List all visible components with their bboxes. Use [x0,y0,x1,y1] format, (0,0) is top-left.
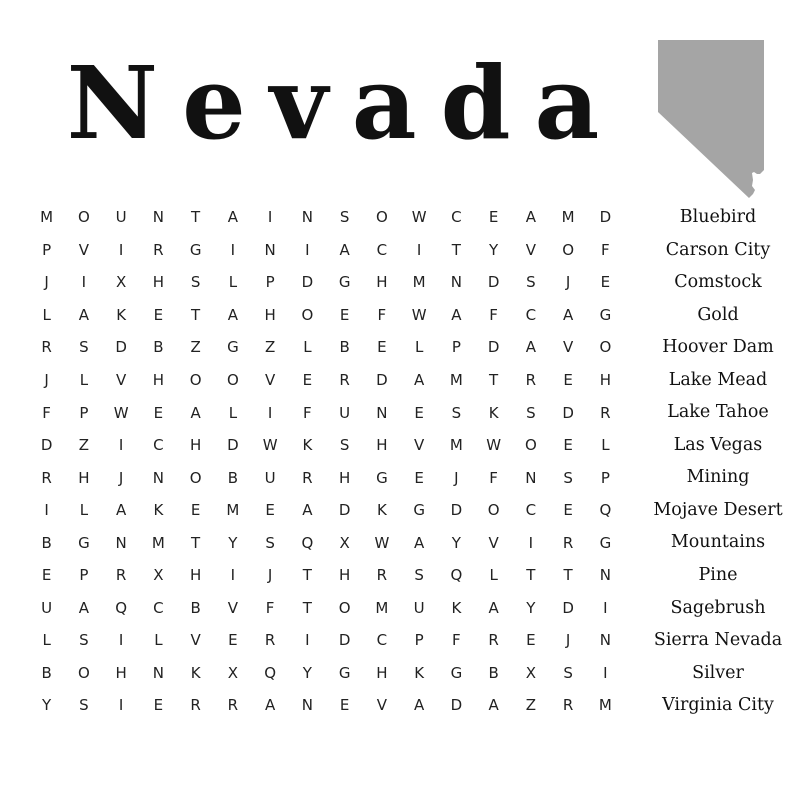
grid-cell[interactable]: J [565,273,571,292]
grid-cell[interactable]: N [152,208,164,227]
grid-cell[interactable]: H [152,371,165,389]
grid-cell[interactable]: G [599,305,612,324]
grid-cell[interactable]: A [562,305,574,324]
grid-cell[interactable]: L [228,403,238,422]
grid-cell[interactable]: A [227,305,238,324]
grid-cell[interactable]: F [489,305,498,324]
grid-cell[interactable]: W [374,533,390,552]
grid-cell[interactable]: D [338,501,351,520]
grid-cell[interactable]: Q [301,533,314,552]
grid-cell[interactable]: E [414,468,424,487]
grid-cell[interactable]: M [226,501,240,520]
grid-cell[interactable]: M [151,533,165,552]
word-list-item: Las Vegas [673,434,763,455]
page-title: Nevada [66,44,624,162]
grid-cell[interactable]: I [305,631,310,650]
grid-cell[interactable]: T [526,566,536,585]
grid-cell[interactable]: H [376,273,388,292]
grid-cell[interactable]: T [489,371,499,389]
grid-cell[interactable]: G [227,338,239,357]
grid-cell[interactable]: E [563,501,573,520]
grid-cell[interactable]: H [338,468,351,487]
grid-cell[interactable]: D [487,273,500,292]
grid-cell[interactable]: L [228,273,238,292]
grid-cell[interactable]: A [339,240,350,259]
grid-cell[interactable]: S [563,663,573,682]
grid-cell[interactable]: B [488,663,499,682]
grid-cell[interactable]: Q [450,566,463,585]
grid-cell[interactable]: A [488,598,499,617]
grid-cell[interactable]: A [488,696,499,715]
grid-cell[interactable]: M [40,208,54,227]
grid-cell[interactable]: R [562,696,574,715]
grid-cell[interactable]: G [413,501,425,520]
grid-cell[interactable]: Y [489,240,499,259]
grid-cell[interactable]: J [267,566,273,585]
grid-cell[interactable]: K [488,403,499,422]
grid-cell[interactable]: U [264,468,276,487]
grid-cell[interactable]: V [115,371,127,389]
grid-cell[interactable]: E [153,403,164,422]
grid-cell[interactable]: F [42,403,51,422]
grid-cell[interactable]: G [450,663,463,682]
grid-cell[interactable]: F [601,240,610,259]
grid-cell[interactable]: B [153,338,164,357]
grid-cell[interactable]: Z [525,696,537,715]
grid-cell[interactable]: A [190,403,201,422]
grid-cell[interactable]: L [42,631,51,650]
grid-cell[interactable]: D [562,403,574,422]
grid-cell[interactable]: G [376,468,388,487]
grid-cell[interactable]: R [227,696,239,715]
grid-cell[interactable]: R [115,566,127,585]
grid-cell[interactable]: Q [264,663,277,682]
grid-cell[interactable]: L [79,501,89,520]
grid-cell[interactable]: U [413,598,425,617]
grid-cell[interactable]: W [486,436,502,455]
grid-cell[interactable]: I [118,696,124,715]
grid-cell[interactable]: B [41,663,52,682]
grid-cell[interactable]: P [414,631,424,650]
grid-cell[interactable]: G [599,533,612,552]
grid-cell[interactable]: A [413,371,425,389]
grid-cell[interactable]: R [562,533,574,552]
word-list-item: Sierra Nevada [653,630,783,651]
grid-cell[interactable]: I [603,598,608,617]
grid-cell[interactable]: V [190,631,201,650]
grid-cell[interactable]: X [115,273,127,292]
grid-cell[interactable]: F [265,598,275,617]
grid-cell[interactable]: M [561,208,575,227]
grid-cell[interactable]: A [302,501,313,520]
grid-cell[interactable]: S [526,403,536,422]
grid-cell[interactable]: S [79,338,89,357]
grid-cell[interactable]: G [78,533,90,552]
grid-cell[interactable]: O [375,208,388,227]
grid-cell[interactable]: L [601,436,610,455]
grid-cell[interactable]: O [599,338,612,357]
grid-cell[interactable]: N [599,566,611,585]
grid-cell[interactable]: K [116,305,127,324]
word-list-item: Bluebird [679,207,757,227]
grid-cell[interactable]: R [600,403,611,422]
word-list-item: Mojave Desert [653,499,783,520]
grid-cell[interactable]: W [113,403,129,422]
grid-cell[interactable]: S [79,631,89,650]
grid-cell[interactable]: R [264,631,276,650]
grid-cell[interactable]: N [264,240,276,259]
word-list-item: Lake Tahoe [667,402,769,423]
grid-cell[interactable]: E [488,208,499,227]
grid-cell[interactable]: K [302,436,313,455]
grid-cell[interactable]: N [376,403,388,422]
grid-cell[interactable]: O [301,305,314,324]
grid-cell[interactable]: S [414,566,424,585]
grid-cell[interactable]: B [190,598,201,617]
grid-cell[interactable]: L [79,371,89,389]
word-list-item: Pine [698,565,738,586]
grid-cell[interactable]: C [153,436,164,455]
word-list-item: Virginia City [662,695,774,716]
grid-cell[interactable]: G [189,240,202,259]
grid-cell[interactable]: L [489,566,498,585]
grid-cell[interactable]: H [264,305,276,324]
grid-cell[interactable]: I [230,566,236,585]
grid-cell[interactable]: N [152,663,164,682]
grid-cell[interactable]: I [416,240,422,259]
grid-cell[interactable]: T [563,566,573,585]
grid-cell[interactable]: T [191,533,201,552]
letter-grid [28,201,624,722]
grid-cell[interactable]: K [451,598,462,617]
grid-cell[interactable]: S [339,208,350,227]
grid-cell[interactable]: I [267,403,273,422]
grid-cell[interactable]: E [190,501,201,520]
grid-cell[interactable]: N [152,468,164,487]
grid-cell[interactable]: W [411,208,427,227]
grid-cell[interactable]: R [190,696,201,715]
grid-cell[interactable]: J [118,468,124,487]
grid-cell[interactable]: E [563,436,573,455]
grid-cell[interactable]: I [267,208,273,227]
grid-cell[interactable]: R [339,371,350,389]
grid-cell[interactable]: A [413,696,425,715]
grid-cell[interactable]: V [525,240,536,259]
grid-cell[interactable]: H [376,436,388,455]
grid-cell[interactable]: B [339,338,350,357]
word-list-item: Lake Mead [668,369,768,390]
grid-cell[interactable]: O [487,501,500,520]
grid-cell[interactable]: S [79,696,89,715]
grid-cell[interactable]: C [153,598,164,617]
word-list-item: Comstock [674,272,762,293]
grid-cell[interactable]: D [115,338,127,357]
grid-cell[interactable]: R [376,566,388,585]
grid-cell[interactable]: V [264,371,276,389]
grid-cell[interactable]: G [338,273,351,292]
grid-cell[interactable]: F [452,631,461,650]
grid-cell[interactable]: O [189,371,202,389]
grid-cell[interactable]: T [302,566,312,585]
grid-cell[interactable]: Y [42,696,52,715]
grid-cell[interactable]: E [414,403,424,422]
word-list-item: Hoover Dam [662,337,774,358]
grid-cell[interactable]: N [115,533,127,552]
grid-cell[interactable]: D [227,436,239,455]
grid-cell[interactable]: Y [526,598,536,617]
grid-cell[interactable]: A [264,696,276,715]
word-list [648,201,788,722]
grid-cell[interactable]: B [227,468,239,487]
grid-cell[interactable]: A [78,598,89,617]
grid-cell[interactable]: Q [599,501,612,520]
grid-cell[interactable]: H [78,468,90,487]
grid-cell[interactable]: I [81,273,87,292]
grid-cell[interactable]: D [450,696,463,715]
word-list-item: Mining [686,467,750,488]
grid-cell[interactable]: E [526,631,536,650]
grid-cell[interactable]: T [302,598,312,617]
grid-cell[interactable]: C [525,305,537,324]
grid-cell[interactable]: R [153,240,164,259]
grid-cell[interactable]: O [562,240,575,259]
grid-cell[interactable]: W [262,436,278,455]
grid-cell[interactable]: T [191,305,201,324]
grid-cell[interactable]: D [487,338,500,357]
grid-cell[interactable]: X [525,663,537,682]
grid-cell[interactable]: I [230,240,236,259]
grid-cell[interactable]: D [338,631,351,650]
grid-cell[interactable]: V [413,436,425,455]
grid-cell[interactable]: H [115,663,127,682]
word-list-item: Gold [697,304,739,325]
grid-cell[interactable]: I [118,436,124,455]
grid-cell[interactable]: A [78,305,89,324]
grid-cell[interactable]: Y [302,663,312,682]
grid-cell[interactable]: C [525,501,537,520]
grid-cell[interactable]: E [265,501,275,520]
grid-cell[interactable]: A [525,338,536,357]
grid-cell[interactable]: O [77,208,90,227]
grid-cell[interactable]: J [44,273,49,292]
grid-cell[interactable]: E [339,696,350,715]
grid-cell[interactable]: D [450,501,463,520]
grid-cell[interactable]: K [376,501,387,520]
grid-cell[interactable]: A [451,305,462,324]
grid-cell[interactable]: H [599,371,612,389]
word-list-item: Carson City [665,239,771,260]
grid-cell[interactable]: O [189,468,202,487]
grid-cell[interactable]: D [40,436,53,455]
grid-cell[interactable]: D [562,598,574,617]
grid-cell[interactable]: L [303,338,312,357]
grid-cell[interactable]: X [339,533,350,552]
grid-cell[interactable]: K [414,663,425,682]
grid-cell[interactable]: I [528,533,534,552]
nevada-state-icon [656,40,766,200]
grid-cell[interactable]: N [450,273,462,292]
grid-cell[interactable]: R [41,338,52,357]
grid-cell[interactable]: M [598,696,612,715]
grid-cell[interactable]: H [189,436,202,455]
grid-cell[interactable]: K [190,663,201,682]
grid-cell[interactable]: C [376,240,388,259]
grid-cell[interactable]: P [79,403,89,422]
grid-cell[interactable]: U [339,403,351,422]
grid-cell[interactable]: N [599,631,611,650]
grid-cell[interactable]: D [376,371,388,389]
grid-cell[interactable]: I [44,501,49,520]
grid-cell[interactable]: W [411,305,427,324]
grid-cell[interactable]: S [563,468,573,487]
grid-cell[interactable]: V [562,338,574,357]
grid-cell[interactable]: C [376,631,388,650]
grid-cell[interactable]: B [41,533,52,552]
grid-cell[interactable]: M [449,371,463,389]
grid-cell[interactable]: P [600,468,610,487]
grid-cell[interactable]: O [338,598,351,617]
grid-cell[interactable]: J [565,631,571,650]
grid-cell[interactable]: Z [264,338,276,357]
grid-cell[interactable]: V [376,696,387,715]
word-list-item: Sagebrush [670,597,766,618]
grid-cell[interactable]: G [338,663,351,682]
grid-cell[interactable]: M [412,273,426,292]
grid-cell[interactable]: E [377,338,387,357]
grid-cell[interactable]: P [265,273,275,292]
grid-cell[interactable]: O [226,371,239,389]
grid-cell[interactable]: I [603,663,608,682]
grid-cell[interactable]: R [525,371,537,389]
grid-cell[interactable]: I [305,240,310,259]
grid-cell[interactable]: Z [190,338,201,357]
grid-cell[interactable]: K [153,501,164,520]
grid-cell[interactable]: E [600,273,611,292]
grid-cell[interactable]: R [302,468,313,487]
grid-cell[interactable]: M [375,598,389,617]
grid-cell[interactable]: A [115,501,127,520]
grid-cell[interactable]: Q [115,598,128,617]
grid-cell[interactable]: L [42,305,51,324]
grid-cell[interactable]: U [115,208,127,227]
grid-cell[interactable]: H [189,566,202,585]
grid-cell[interactable]: Z [78,436,90,455]
grid-cell[interactable]: J [44,371,49,389]
grid-cell[interactable]: H [152,273,165,292]
grid-cell[interactable]: Y [228,533,238,552]
grid-cell[interactable]: V [78,240,89,259]
grid-cell[interactable]: R [488,631,499,650]
grid-cell[interactable]: X [227,663,239,682]
grid-cell[interactable]: T [451,240,461,259]
grid-cell[interactable]: F [377,305,387,324]
grid-cell[interactable]: A [525,208,536,227]
grid-cell[interactable]: E [41,566,52,585]
grid-cell[interactable]: T [191,208,201,227]
grid-cell[interactable]: Y [451,533,461,552]
grid-cell[interactable]: L [154,631,163,650]
grid-cell[interactable]: C [451,208,462,227]
grid-cell[interactable]: L [414,338,424,357]
grid-cell[interactable]: F [489,468,498,487]
grid-cell[interactable]: P [79,566,89,585]
grid-cell[interactable]: S [190,273,201,292]
grid-cell[interactable]: E [563,371,573,389]
grid-cell[interactable]: A [227,208,238,227]
grid-cell[interactable]: N [301,208,313,227]
grid-cell[interactable]: S [451,403,462,422]
grid-cell[interactable]: P [42,240,52,259]
word-list-item: Silver [692,662,744,683]
grid-cell[interactable]: D [599,208,612,227]
grid-cell[interactable]: D [301,273,314,292]
grid-cell[interactable]: E [228,631,238,650]
grid-cell[interactable]: E [153,305,164,324]
grid-cell[interactable]: V [488,533,499,552]
grid-cell[interactable]: V [227,598,238,617]
grid-cell[interactable]: H [338,566,351,585]
grid-cell[interactable]: X [153,566,164,585]
grid-cell[interactable]: U [41,598,53,617]
grid-cell[interactable]: H [376,663,388,682]
grid-cell[interactable]: S [526,273,536,292]
grid-cell[interactable]: P [451,338,461,357]
grid-cell[interactable]: I [118,240,124,259]
grid-cell[interactable]: S [339,436,350,455]
grid-cell[interactable]: A [413,533,425,552]
grid-cell[interactable]: S [265,533,275,552]
grid-cell[interactable]: J [454,468,459,487]
grid-cell[interactable]: M [449,436,463,455]
grid-cell[interactable]: O [77,663,90,682]
grid-cell[interactable]: E [302,371,313,389]
grid-cell[interactable]: R [41,468,52,487]
grid-cell[interactable]: N [525,468,537,487]
grid-cell[interactable]: O [524,436,537,455]
word-list-item: Mountains [670,532,766,553]
grid-cell[interactable]: E [339,305,350,324]
grid-cell[interactable]: F [303,403,312,422]
grid-cell[interactable]: I [118,631,124,650]
grid-cell[interactable]: N [301,696,313,715]
grid-cell[interactable]: E [153,696,164,715]
